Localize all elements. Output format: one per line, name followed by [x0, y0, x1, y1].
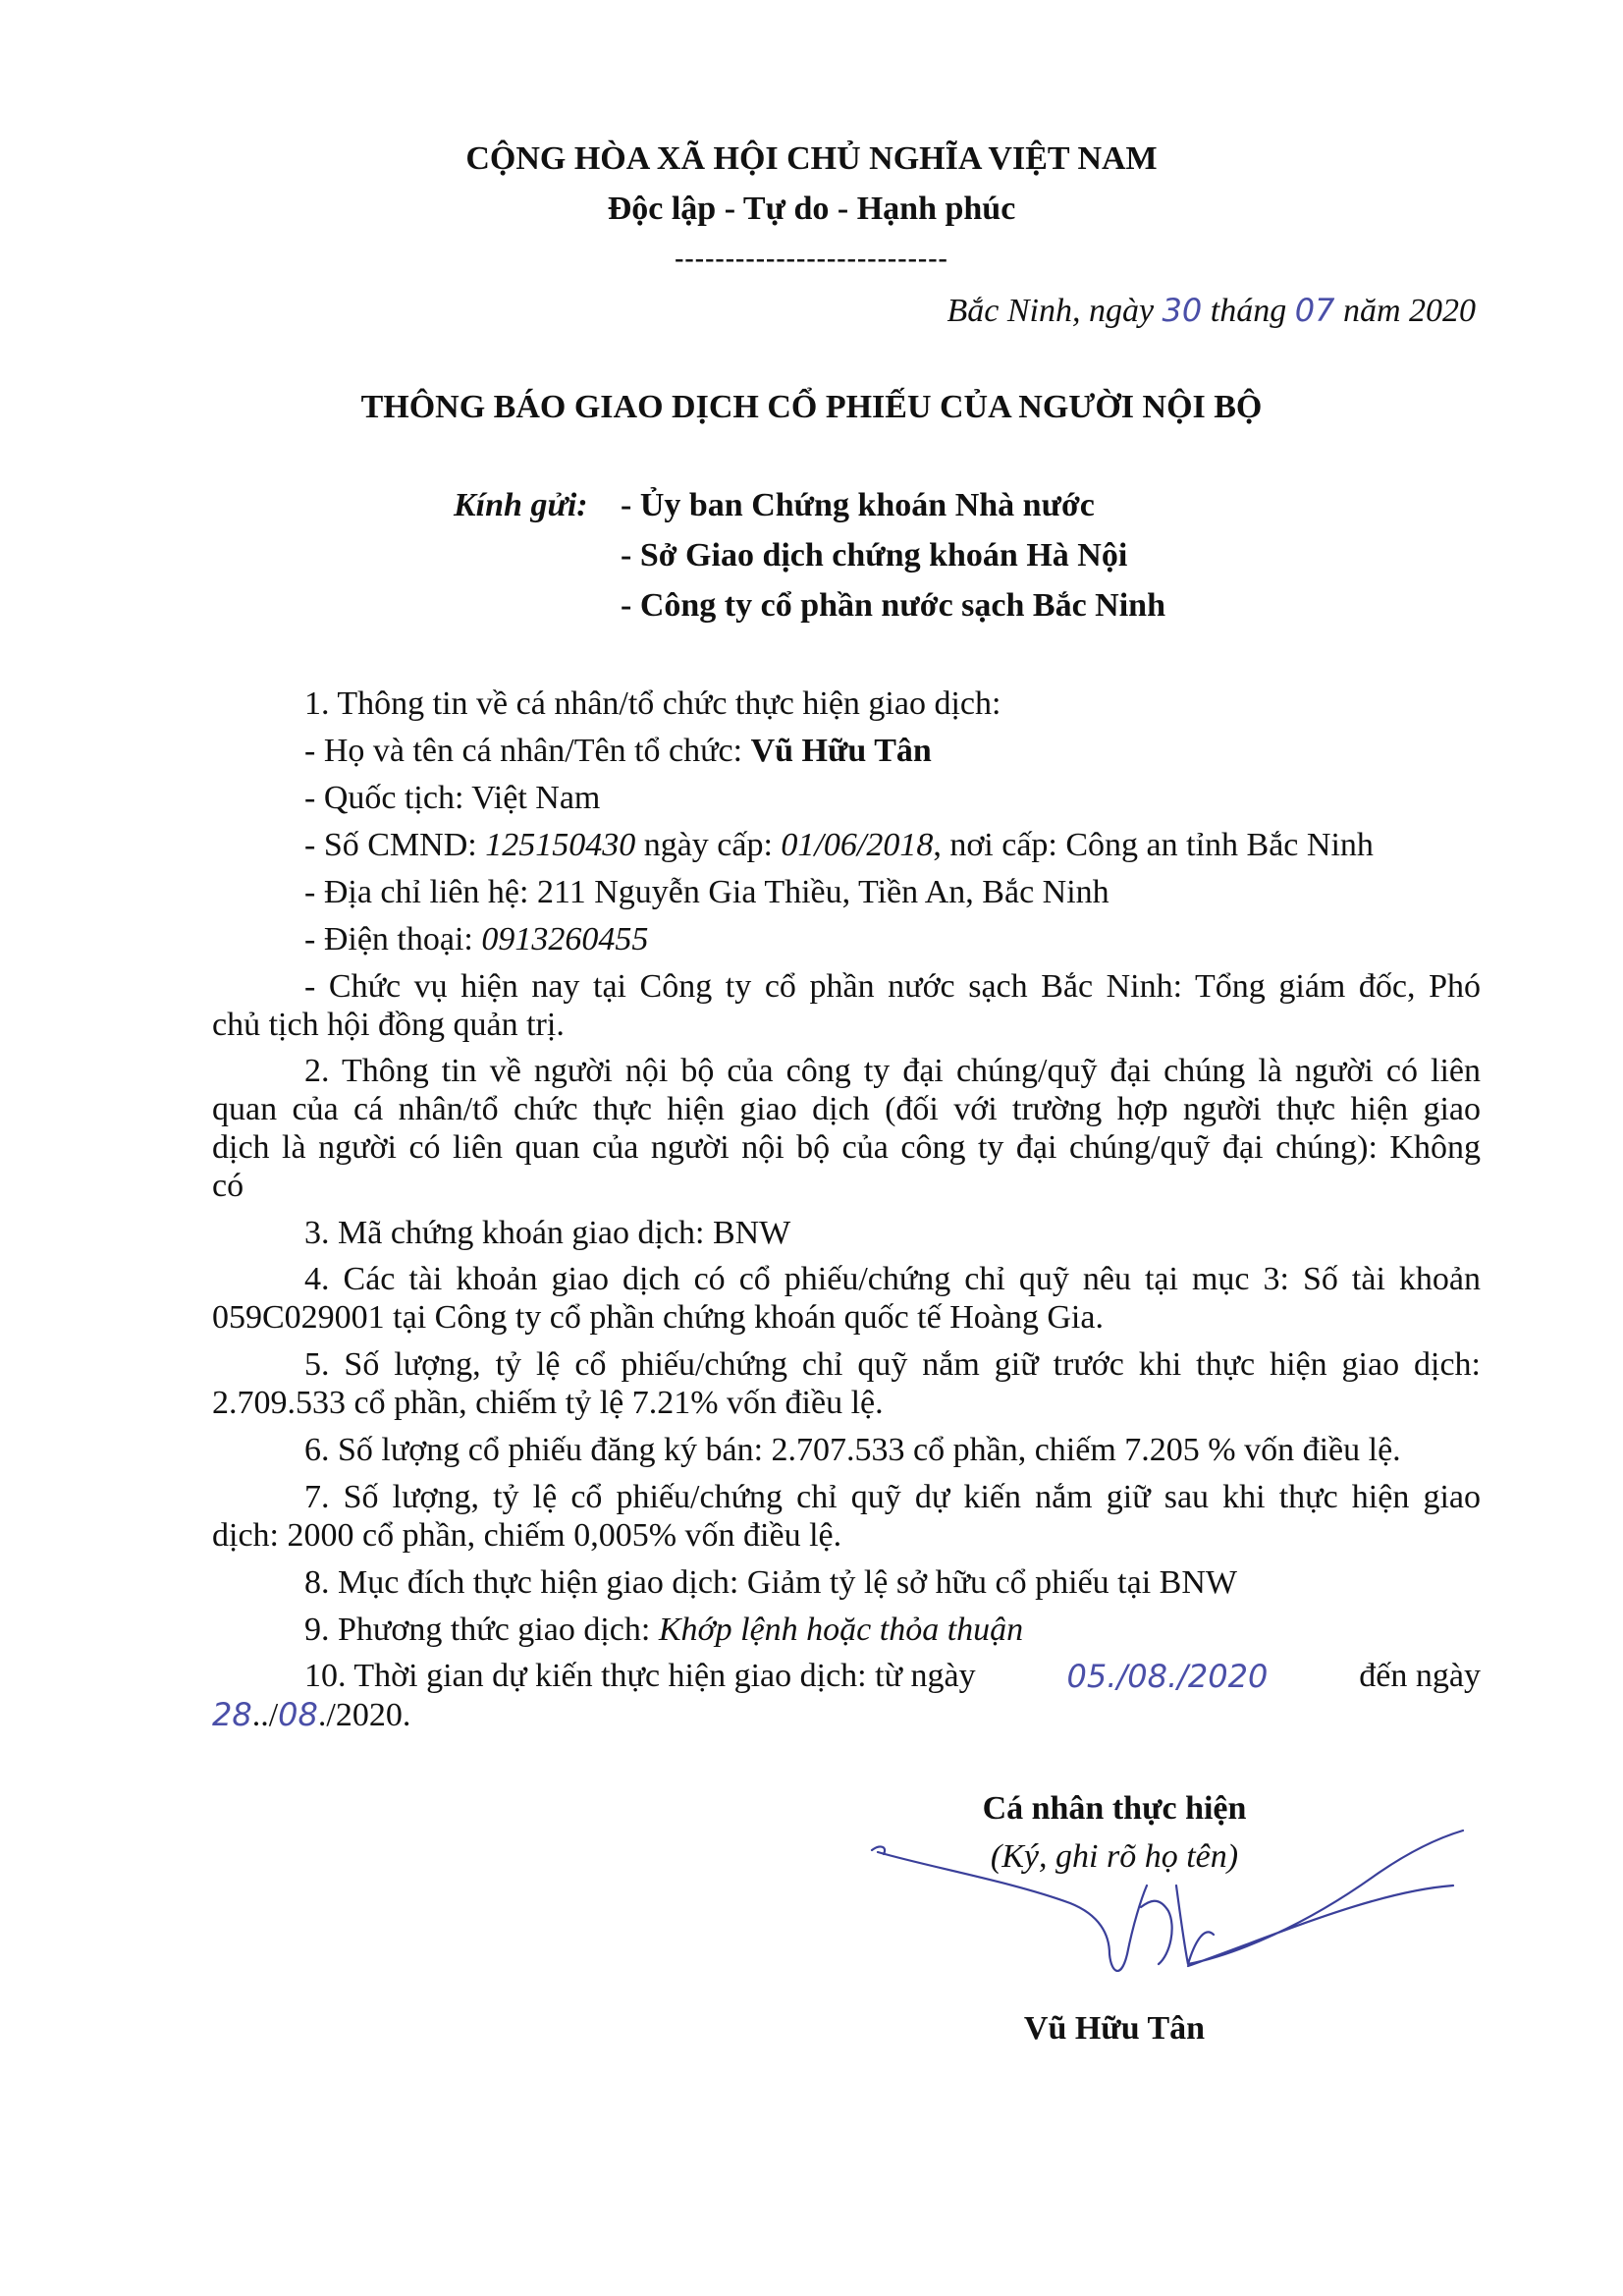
section-10-to: đến ngày: [1359, 1658, 1481, 1694]
document-title: THÔNG BÁO GIAO DỊCH CỔ PHIẾU CỦA NGƯỜI NỘI BỘ: [360, 389, 1263, 425]
recipient-item: - Sở Giao dịch chứng khoán Hà Nội: [621, 537, 1128, 574]
position-line-1: - Chức vụ hiện nay tại Công ty cổ phần nước sạch Bắc Ninh: Tổng giám đốc, Phó: [304, 968, 1481, 1005]
section-2-line-2: quan của cá nhân/tổ chức thực hiện giao dịch (đối với trường hợp người thực hiện giao: [212, 1091, 1481, 1127]
section-10-line-1: [304, 1657, 1481, 1696]
signer-name: Vũ Hữu Tân: [1023, 2010, 1206, 2047]
signature-role: Cá nhân thực hiện: [982, 1790, 1247, 1827]
signature-instruction: (Ký, ghi rõ họ tên): [990, 1838, 1239, 1875]
section-9-value: Khớp lệnh hoặc thỏa thuận: [658, 1612, 1024, 1648]
date-month-label: tháng: [1202, 293, 1295, 329]
section-2-line-4: có: [212, 1168, 244, 1204]
section-4-line-2: 059C029001 tại Công ty cổ phần chứng khoán quốc tế Hoàng Gia.: [212, 1299, 1104, 1336]
section-8: 8. Mục đích thực hiện giao dịch: Giảm tỷ lệ sở hữu cổ phiếu tại BNW: [304, 1564, 1237, 1601]
name-label: - Họ và tên cá nhân/Tên tổ chức:: [304, 733, 751, 769]
recipients-label: Kính gửi:: [454, 487, 588, 523]
section-10-sep-1: ../: [251, 1697, 279, 1733]
section-10-line-2: [212, 1695, 410, 1735]
phone-line: [304, 920, 648, 959]
section-6: 6. Số lượng cổ phiếu đăng ký bán: 2.707.533 cổ phần, chiếm 7.205 % vốn điều lệ.: [304, 1432, 1401, 1468]
recipient-item: - Công ty cổ phần nước sạch Bắc Ninh: [621, 587, 1165, 624]
handwritten-signature: [864, 1817, 1473, 2013]
issue-place: , nơi cấp: Công an tỉnh Bắc Ninh: [933, 827, 1374, 863]
section-9-label: 9. Phương thức giao dịch:: [304, 1612, 659, 1648]
section-10-label: 10. Thời gian dự kiến thực hiện giao dịch: từ ngày: [304, 1658, 976, 1694]
name-line: [304, 732, 932, 771]
country-heading: CỘNG HÒA XÃ HỘI CHỦ NGHĨA VIỆT NAM: [465, 140, 1158, 177]
issue-date: 01/06/2018: [781, 827, 934, 863]
id-value: 125150430: [485, 827, 636, 863]
section-5-line-2: 2.709.533 cổ phần, chiếm tỷ lệ 7.21% vốn điều lệ.: [212, 1385, 884, 1421]
phone-value: 0913260455: [481, 921, 649, 957]
date-line: [947, 291, 1476, 331]
position-line-2: chủ tịch hội đồng quản trị.: [212, 1007, 565, 1043]
section-5-line-1: 5. Số lượng, tỷ lệ cổ phiếu/chứng chỉ quỹ nắm giữ trước khi thực hiện giao dịch:: [304, 1346, 1481, 1383]
name-value: Vũ Hữu Tân: [750, 733, 932, 769]
section-10-start-date: 05./08./2020: [1066, 1658, 1269, 1695]
nationality-line: - Quốc tịch: Việt Nam: [304, 780, 601, 816]
phone-label: - Điện thoại:: [304, 921, 482, 957]
motto: Độc lập - Tự do - Hạnh phúc: [607, 191, 1016, 227]
section-10-end-month: 08: [278, 1696, 318, 1733]
section-10-sep-2: ./2020.: [317, 1697, 411, 1733]
section-1-heading: 1. Thông tin về cá nhân/tổ chức thực hiện giao dịch:: [304, 685, 1001, 722]
section-3: 3. Mã chứng khoán giao dịch: BNW: [304, 1215, 791, 1251]
recipient-item: - Ủy ban Chứng khoán Nhà nước: [621, 487, 1095, 523]
header-rule: ---------------------------: [675, 244, 948, 274]
date-year: năm 2020: [1334, 293, 1476, 329]
section-2-line-3: dịch là người có liên quan của người nội bộ của công ty đại chúng/quỹ đại chúng): Không: [212, 1129, 1481, 1166]
section-7-line-1: 7. Số lượng, tỷ lệ cổ phiếu/chứng chỉ quỹ dự kiến nắm giữ sau khi thực hiện giao: [304, 1479, 1481, 1515]
date-day: 30: [1162, 292, 1203, 329]
section-2-line-1: 2. Thông tin về người nội bộ của công ty đại chúng/quỹ đại chúng là người có liên: [304, 1053, 1481, 1089]
address-line: - Địa chỉ liên hệ: 211 Nguyễn Gia Thiều, Tiền An, Bắc Ninh: [304, 874, 1109, 910]
section-4-line-1: 4. Các tài khoản giao dịch có cổ phiếu/chứng chỉ quỹ nêu tại mục 3: Số tài khoản: [304, 1261, 1481, 1297]
id-line: [304, 826, 1374, 865]
date-month: 07: [1294, 292, 1335, 329]
issue-label: ngày cấp:: [635, 827, 782, 863]
section-7-line-2: dịch: 2000 cổ phần, chiếm 0,005% vốn điều lệ.: [212, 1517, 842, 1554]
date-prefix: Bắc Ninh, ngày: [947, 293, 1163, 329]
id-label: - Số CMND:: [304, 827, 486, 863]
section-10-end-day: 28: [212, 1696, 252, 1733]
section-9: [304, 1611, 1023, 1650]
